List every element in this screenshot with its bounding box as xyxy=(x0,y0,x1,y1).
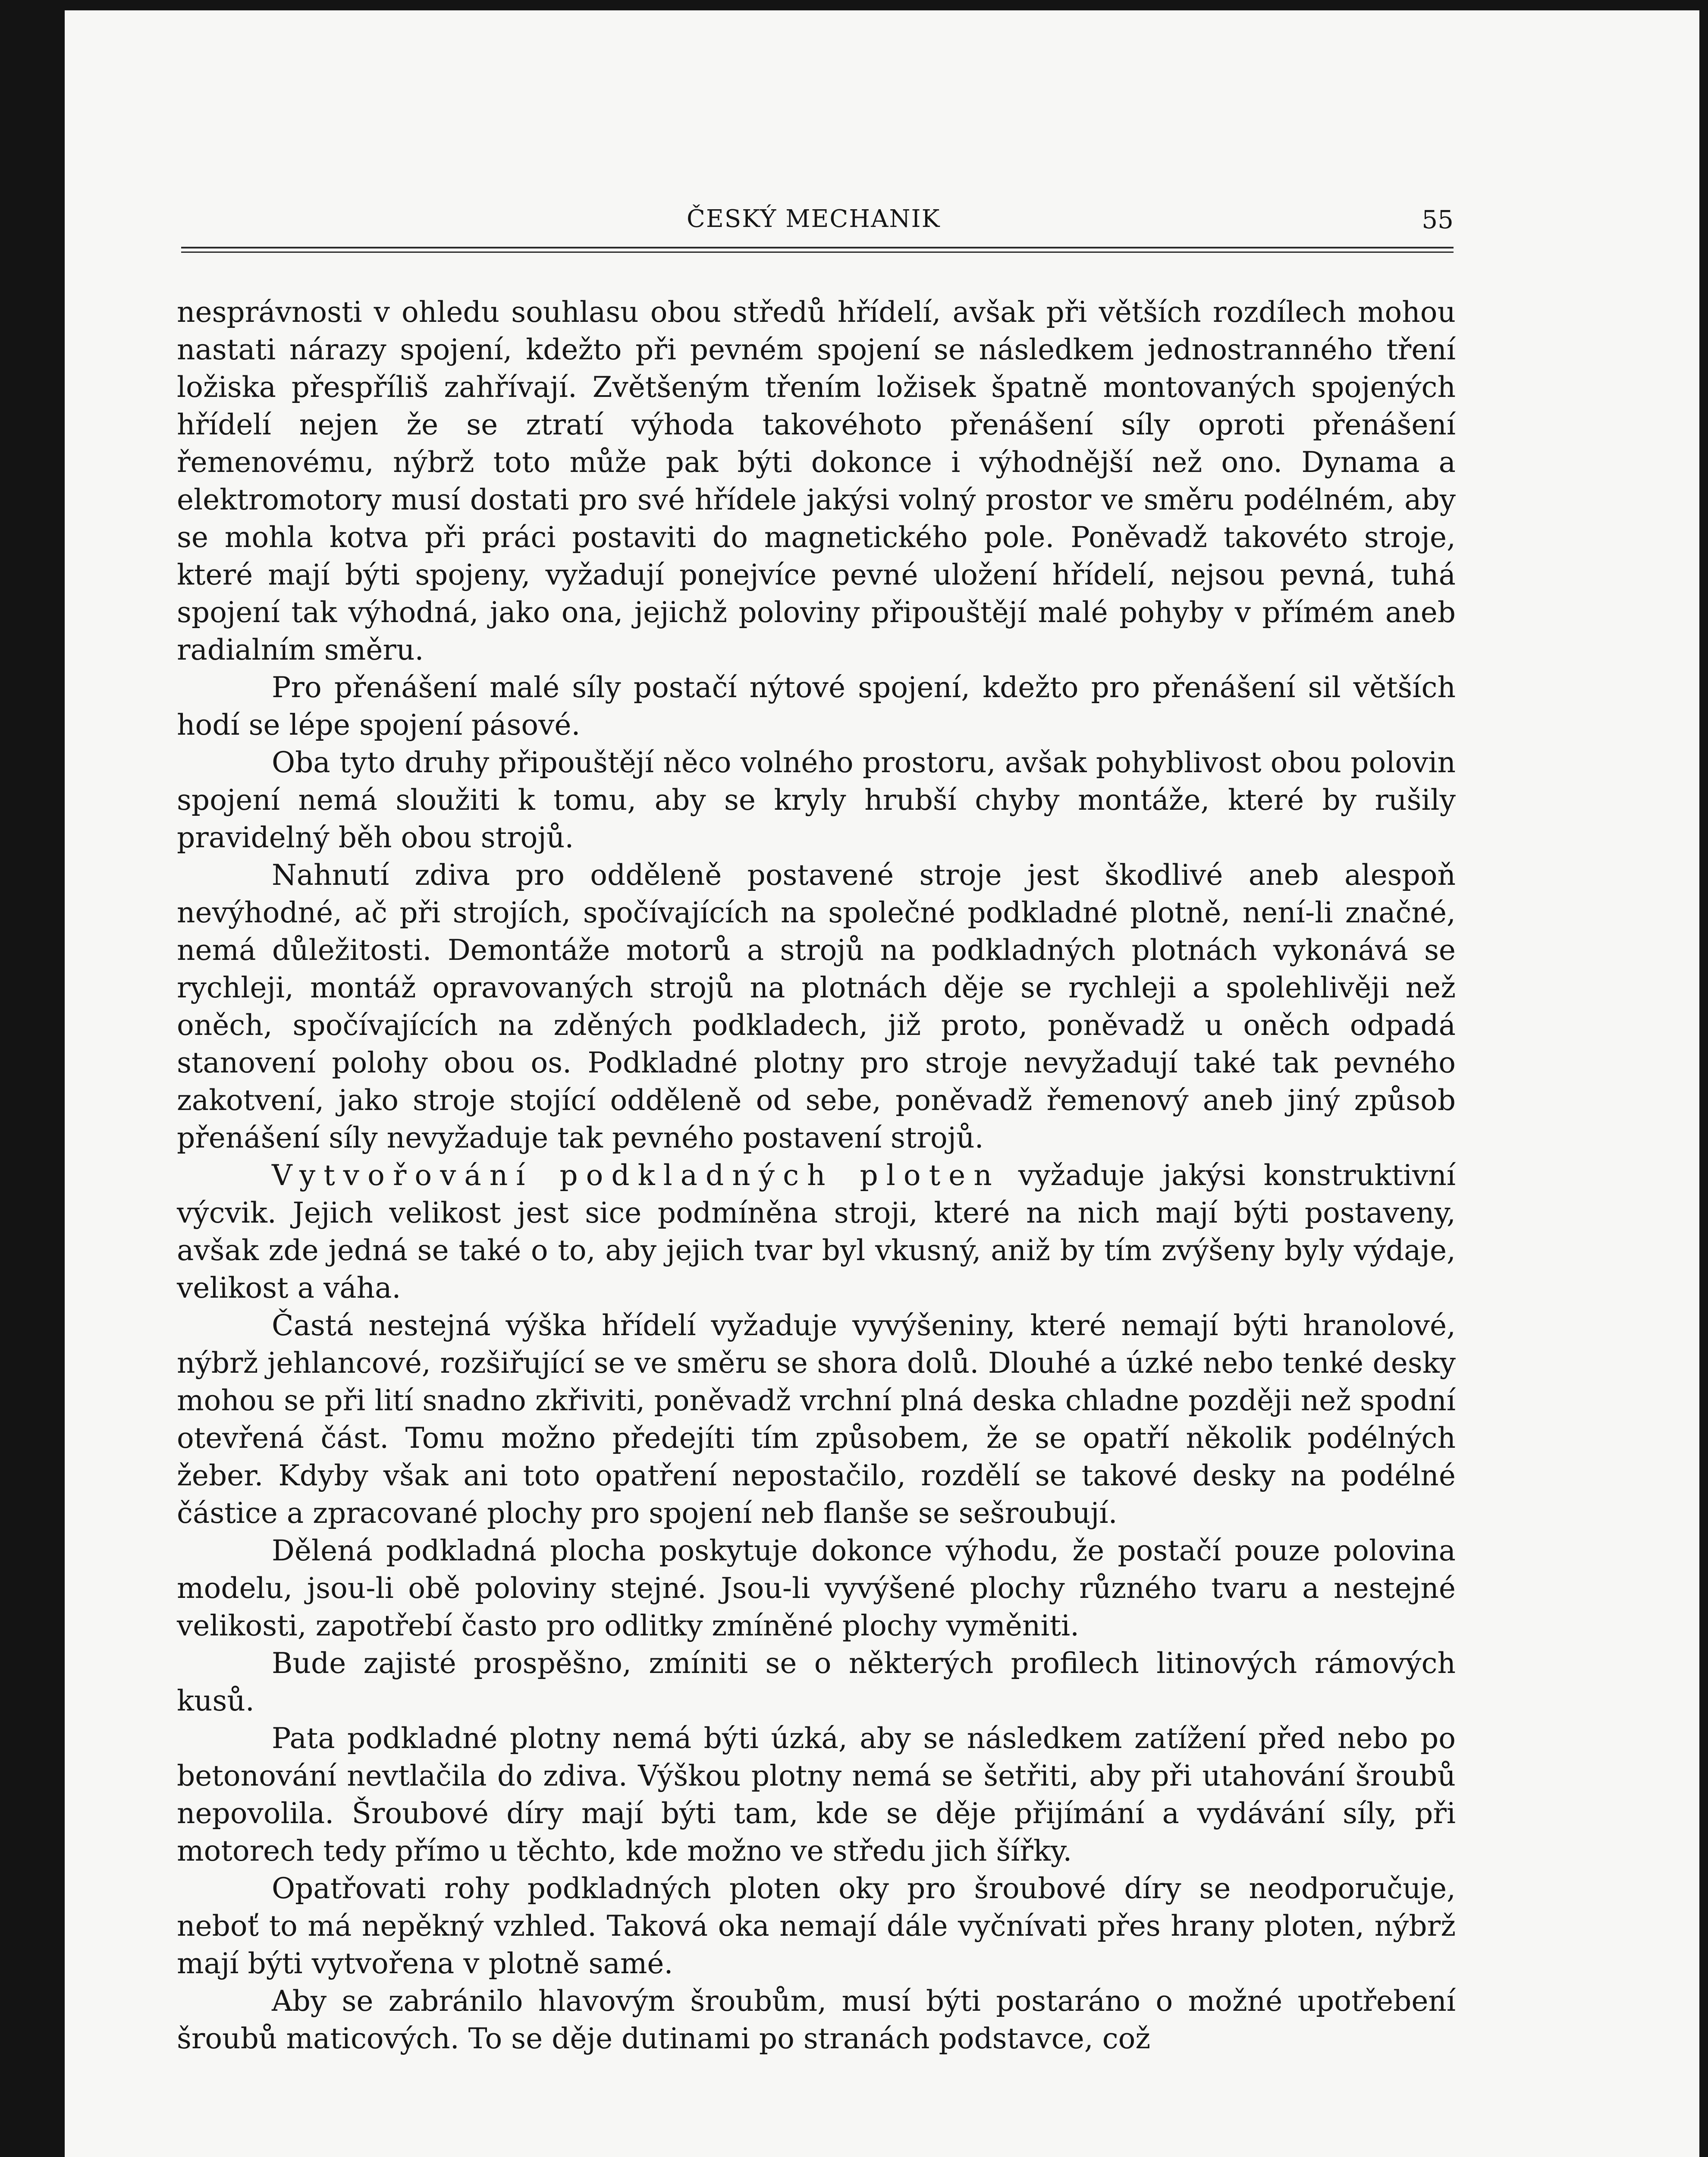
paragraph: Nahnutí zdiva pro odděleně postavené stroje jest škodlivé aneb alespoň nevýhodné, ač při strojích, spočívajících na společné podkladné plotně, není-li značné, nemá důležitosti. Demontáže motorů a strojů na podkladných plotnách vykonává se rychleji, montáž opravovaných strojů na plotnách děje se rychleji a spolehlivěji než oněch, spočívajících na zděných podkladech, již proto, poněvadž u oněch odpadá stanovení polohy obou os. Podkladné plotny pro stroje nevyžadují také tak pevného zakotvení, jako stroje stojící odděleně od sebe, poněvadž řemenový aneb jiný způsob přenášení síly nevyžaduje tak pevného postavení strojů. xyxy=(177,858,1456,1154)
paragraph: Aby se zabránilo hlavovým šroubům, musí býti postaráno o možné upotřebení šroubů maticových. To se děje dutinami po stranách podstavce, což xyxy=(177,1984,1456,2055)
paragraph-continuation: vyžaduje jakýsi konstruktivní výcvik. Jejich velikost jest sice podmíněna stroji, které na nich mají býti postaveny, avšak zde jedná se také o to, aby jejich tvar byl vkusný, aniž by tím zvýšeny byly výdaje, velikost a váha. xyxy=(177,1159,1456,1305)
body-text xyxy=(177,293,1456,2057)
paragraph: Bude zajisté prospěšno, zmíniti se o některých profilech litinových rámových kusů. xyxy=(177,1647,1456,1717)
paragraph: nesprávnosti v ohledu souhlasu obou středů hřídelí, avšak při větších rozdílech mohou nastati nárazy spojení, kdežto při pevném spojení se následkem jednostranného tření ložiska přespříliš zahřívají. Zvětšeným třením ložisek špatně montovaných spojených hřídelí nejen že se ztratí výhoda takovéhoto přenášení síly oproti přenášení řemenovému, nýbrž toto může pak býti dokonce i výhodnější než ono. Dynama a elektromotory musí dostati pro své hřídele jakýsi volný prostor ve směru podélném, aby se mohla kotva při práci postaviti do magnetického pole. Poněvadž takovéto stroje, které mají býti spojeny, vyžadují ponejvíce pevné uložení hřídelí, nejsou pevná, tuhá spojení tak výhodná, jako ona, jejichž poloviny připouštějí malé pohyby v přímém aneb radialním směru. xyxy=(177,296,1456,667)
top-border xyxy=(0,0,1708,10)
header-rule-top xyxy=(181,247,1454,248)
paragraph: Častá nestejná výška hřídelí vyžaduje vyvýšeniny, které nemají býti hranolové, nýbrž jehlancové, rozšiřující se ve směru se shora dolů. Dlouhé a úzké nebo tenké desky mohou se při lití snadno zkřiviti, poněvadž vrchní plná deska chladne později než spodní otevřená část. Tomu možno předejíti tím způsobem, že se opatří několik podélných žeber. Kdyby však ani toto opatření nepostačilo, rozdělí se takové desky na podélné částice a zpracované plochy pro spojení neb flanše se sešroubují. xyxy=(177,1309,1456,1530)
running-title: ČESKÝ MECHANIK xyxy=(687,205,941,233)
paragraph: Pro přenášení malé síly postačí nýtové spojení, kdežto pro přenášení sil větších hodí se lépe spojení pásové. xyxy=(177,671,1456,742)
page-header xyxy=(181,196,1454,244)
paragraph: Dělená podkladná plocha poskytuje dokonce výhodu, že postačí pouze polovina modelu, jsou-li obě poloviny stejné. Jsou-li vyvýšené plochy různého tvaru a nestejné velikosti, zapotřebí často pro odlitky zmíněné plochy vyměniti. xyxy=(177,1534,1456,1642)
paragraph xyxy=(177,1157,1456,1307)
paragraph: Oba tyto druhy připouštějí něco volného prostoru, avšak pohyblivost obou polovin spojení nemá sloužiti k tomu, aby se kryly hrubší chyby montáže, které by rušily pravidelný běh obou strojů. xyxy=(177,746,1456,854)
page-number: 55 xyxy=(1422,205,1454,234)
paragraph: Opatřovati rohy podkladných ploten oky pro šroubové díry se neodporučuje, neboť to má nepěkný vzhled. Taková oka nemají dále vyčnívati přes hrany ploten, nýbrž mají býti vytvořena v plotně samé. xyxy=(177,1872,1456,1980)
spaced-lead-term: Vytvořování podkladných ploten xyxy=(272,1159,1000,1192)
paragraph: Pata podkladné plotny nemá býti úzká, aby se následkem zatížení před nebo po betonování nevtlačila do zdiva. Výškou plotny nemá se šetřiti, aby při utahování šroubů nepovolila. Šroubové díry mají býti tam, kde se děje přijímání a vydávání síly, při motorech tedy přímo u těchto, kde možno ve středu jich šířky. xyxy=(177,1722,1456,1868)
header-rule-bottom xyxy=(181,252,1454,253)
